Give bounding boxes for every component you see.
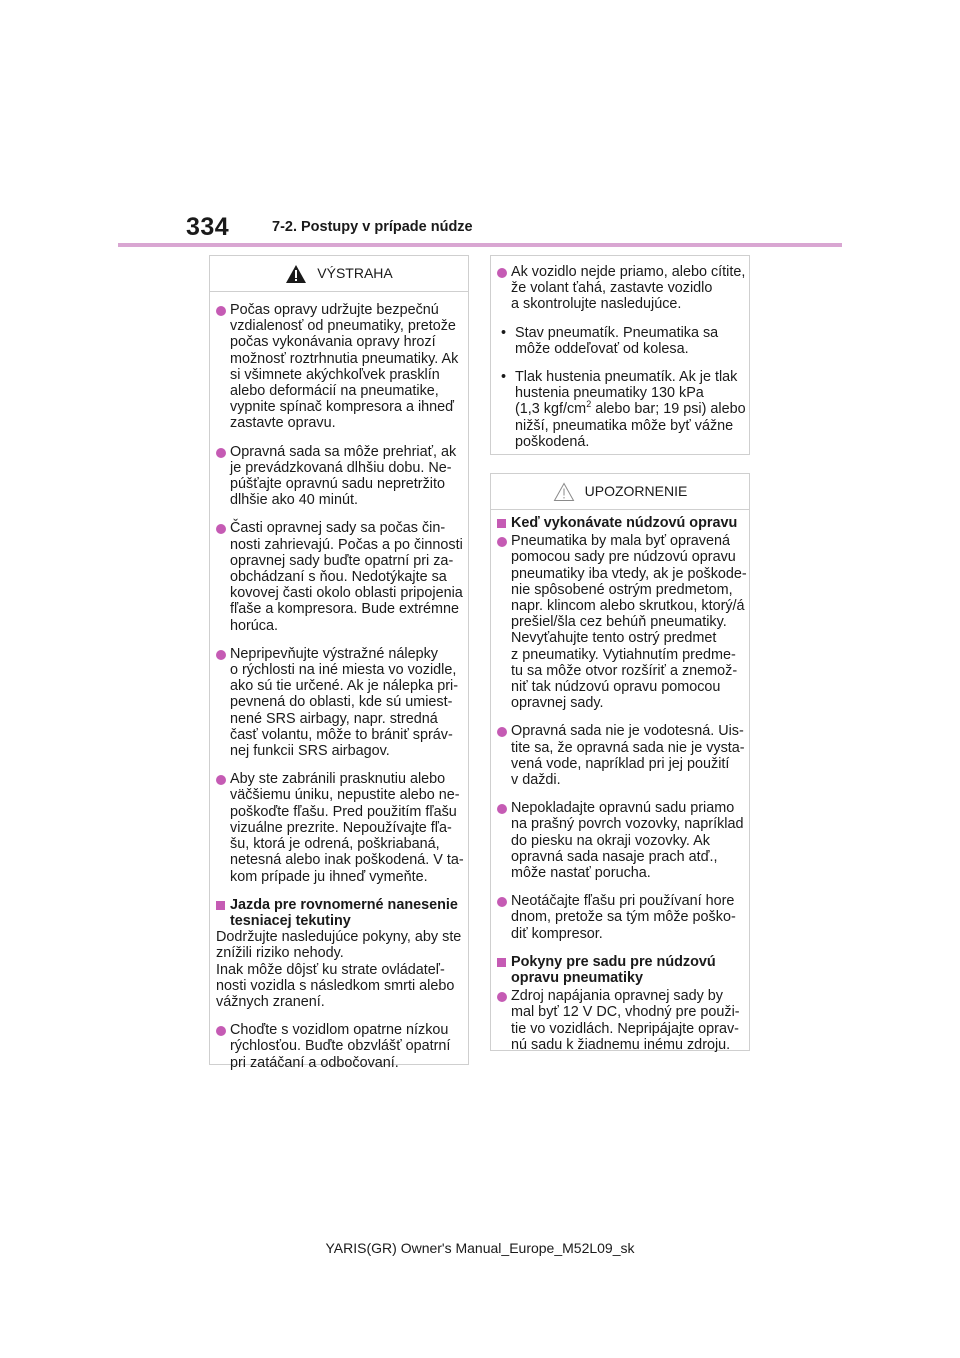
page-number: 334	[186, 213, 230, 241]
text-line: si všimnete akýchkoľvek prasklín	[230, 366, 440, 383]
text-line: nú sadu k žiadnemu inému zdroju.	[511, 1036, 731, 1053]
text-line: Opravná sada sa môže prehriať, ak	[230, 443, 457, 460]
caution-bullet	[497, 988, 743, 1053]
text-line: na prašný povrch vozovky, napríklad	[511, 816, 744, 833]
text-line: nené SRS airbagy, napr. stredná	[230, 710, 438, 727]
text-line: ako sú tie určené. Ak je nálepka pri-	[230, 678, 458, 695]
text-line: zastavte opravu.	[230, 415, 336, 432]
text-line: opravnej sady.	[511, 695, 604, 712]
caution-bullet	[497, 723, 743, 788]
text-line: Opravná sada nie je vodotesná. Uis-	[511, 723, 744, 740]
warning-box	[209, 255, 469, 1071]
warning-subheading	[216, 897, 462, 929]
caution-bullet	[497, 533, 747, 712]
text-line: vypnite spínač kompresora a ihneď	[230, 399, 455, 416]
warning-triangle-icon	[285, 264, 307, 284]
text-line: niť tak núdzovú opravu pomocou	[511, 679, 721, 696]
text-line: Jazda pre rovnomerné nanesenie	[230, 896, 458, 913]
text-line: v daždi.	[511, 772, 561, 789]
check-item	[497, 325, 743, 357]
warning-bullet	[216, 302, 462, 432]
text-line: Časti opravnej sady sa počas čin-	[230, 520, 446, 537]
text-line: vážnych zranení.	[216, 993, 325, 1010]
caution-subheading	[497, 954, 743, 986]
text-line: dnom, pretože sa tým môže poško-	[511, 909, 736, 926]
text-line: poškoďte fľašu. Pred použitím fľašu	[230, 803, 457, 820]
text-line: vizuálne prezrite. Nepoužívajte fľa-	[230, 819, 452, 836]
bullet-dot-icon: •	[501, 369, 507, 386]
text-line: diť kompresor.	[511, 925, 603, 942]
text-line: že volant ťahá, zastavte vozidlo	[511, 280, 713, 297]
text-line: nižší, pneumatika môže byť vážne	[515, 417, 734, 434]
text-line: mal byť 12 V DC, vhodný pre použi-	[511, 1004, 740, 1021]
text-line: pneumatiky iba vtedy, ak je poškode-	[511, 565, 747, 582]
text-line: netesná alebo inak poškodená. V ta-	[230, 852, 464, 869]
text-line: pomocou sady pre núdzovú opravu	[511, 549, 736, 566]
text-line: pri zatáčaní a odbočovaní.	[230, 1054, 399, 1071]
continuation-bullet	[497, 264, 746, 313]
text-line: Nevyťahujte tento ostrý predmet	[511, 630, 717, 647]
header-divider	[118, 243, 842, 247]
warning-bullet	[216, 1022, 462, 1071]
text-line: Ak vozidlo nejde priamo, alebo cítite,	[511, 264, 746, 280]
text-line: je prevádzkovaná dlhšiu dobu. Ne-	[230, 459, 452, 476]
warning-bullet	[216, 771, 462, 884]
text-line: napr. klincom alebo skrutkou, ktorý/á	[511, 598, 745, 615]
text-line: Neotáčajte fľašu pri používaní hore	[511, 893, 735, 910]
text-line: nosti vozidla s následkom smrti alebo	[216, 977, 455, 994]
text-line: Nepokladajte opravnú sadu priamo	[511, 800, 735, 817]
warning-title: VÝSTRAHA	[317, 265, 393, 282]
text-line: Aby ste zabránili prasknutiu alebo	[230, 771, 446, 788]
text-line: tite sa, že opravná sada nie je vysta-	[511, 739, 745, 756]
warning-header	[210, 256, 468, 292]
text-line	[515, 399, 746, 418]
text-line: možnosť roztrhnutia pneumatiky. Ak	[230, 350, 459, 367]
text-line: Inak môže dôjsť ku strate ovládateľ-	[216, 961, 445, 978]
text-line: obchádzaní s ňou. Nedotýkajte sa	[230, 569, 447, 586]
text-line: Pneumatika by mala byť opravená	[511, 533, 730, 550]
warning-paragraph	[216, 929, 462, 1010]
text-line: kom prípade ju ihneď vymeňte.	[230, 868, 428, 885]
text-line: alebo deformácií na pneumatike,	[230, 383, 439, 400]
text-line: Stav pneumatík. Pneumatika sa	[515, 324, 719, 341]
caution-title: UPOZORNENIE	[584, 483, 688, 500]
text-line: a skontrolujte nasledujúce.	[511, 296, 682, 313]
text-line: môže nastať porucha.	[511, 865, 651, 882]
warning-bullet	[216, 444, 462, 509]
text-line: hustenia pneumatiky 130 kPa	[515, 385, 704, 402]
text-line: o rýchlosti na iné miesta vo vozidle,	[230, 662, 457, 679]
text-line: do piesku na okraji vozovky. Ak	[511, 832, 710, 849]
text-line: Choďte s vozidlom opatrne nízkou	[230, 1022, 449, 1039]
text-line: Zdroj napájania opravnej sady by	[511, 988, 723, 1005]
text-line: dlhšie ako 40 minút.	[230, 492, 358, 509]
text-line: časť volantu, môže to brániť správ-	[230, 726, 453, 743]
text-line: väčšiemu úniku, nepustite alebo ne-	[230, 787, 460, 804]
superscript: 2	[586, 399, 592, 410]
warning-bullet	[216, 520, 462, 633]
page-footer: YARIS(GR) Owner's Manual_Europe_M52L09_sk	[325, 1240, 635, 1256]
text-line: horúca.	[230, 617, 278, 634]
text-line: šu, ktorá je odrená, poškriabaná,	[230, 836, 440, 853]
text-line: nie spôsobené ostrým predmetom,	[511, 581, 733, 598]
text-line: tesniacej tekutiny	[230, 912, 351, 929]
section-title: 7-2. Postupy v prípade núdze	[272, 219, 473, 235]
caution-box	[490, 473, 750, 1051]
text-line: Pokyny pre sadu pre núdzovú	[511, 953, 716, 970]
text-line: vzdialenosť od pneumatiky, pretože	[230, 318, 456, 335]
text-line: poškodená.	[515, 433, 590, 450]
text-line: tie vo vozidlách. Nepripájajte oprav-	[511, 1020, 739, 1037]
text-line: z pneumatiky. Vytiahnutím predme-	[511, 646, 736, 663]
caution-subheading	[497, 515, 743, 531]
text-line: Počas opravy udržujte bezpečnú	[230, 302, 439, 318]
text-line: nej funkcii SRS airbagov.	[230, 743, 390, 760]
text-line: fľaše a kompresora. Bude extrémne	[230, 601, 459, 618]
text-line: rýchlosťou. Buďte obzvlášť opatrní	[230, 1038, 451, 1055]
text-line: tu sa môže otvor rozšíriť a znemož-	[511, 662, 738, 679]
text-line: Nepripevňujte výstražné nálepky	[230, 645, 438, 662]
warning-continuation-box	[490, 255, 750, 455]
text-line: opravu pneumatiky	[511, 970, 643, 987]
text-line: opravná sada nasaje prach atď.,	[511, 848, 718, 865]
warning-bullet	[216, 646, 462, 759]
text-line: prešiel/šla cez behúň pneumatiky.	[511, 614, 727, 631]
check-item	[497, 369, 746, 450]
text-line: púšťajte opravnú sadu nepretržito	[230, 476, 445, 493]
caution-bullet	[497, 800, 743, 881]
text-fragment: (1,3 kgf/cm	[515, 401, 587, 418]
text-line: Keď vykonávate núdzovú opravu	[511, 515, 738, 531]
text-line: Tlak hustenia pneumatík. Ak je tlak	[515, 369, 738, 386]
text-line: môže oddeľovať od kolesa.	[515, 340, 689, 357]
text-line: znížili riziko nehody.	[216, 945, 344, 962]
bullet-dot-icon: •	[501, 324, 507, 341]
text-fragment: alebo bar; 19 psi) alebo	[591, 401, 746, 418]
caution-triangle-icon	[553, 482, 575, 502]
caution-header	[491, 474, 749, 510]
text-line: opravnej sady buďte opatrní pri za-	[230, 552, 454, 569]
text-line: počas vykonávania opravy hrozí	[230, 334, 436, 351]
text-line: vená vode, napríklad pri jej použití	[511, 755, 730, 772]
text-line: Dodržujte nasledujúce pokyny, aby ste	[216, 929, 462, 946]
text-line: pevnená do oblasti, kde sú umiest-	[230, 694, 453, 711]
caution-bullet	[497, 893, 743, 942]
text-line: nosti zahrievajú. Počas a po činnosti	[230, 536, 463, 553]
text-line: kovovej časti okolo oblasti pripojenia	[230, 585, 463, 602]
